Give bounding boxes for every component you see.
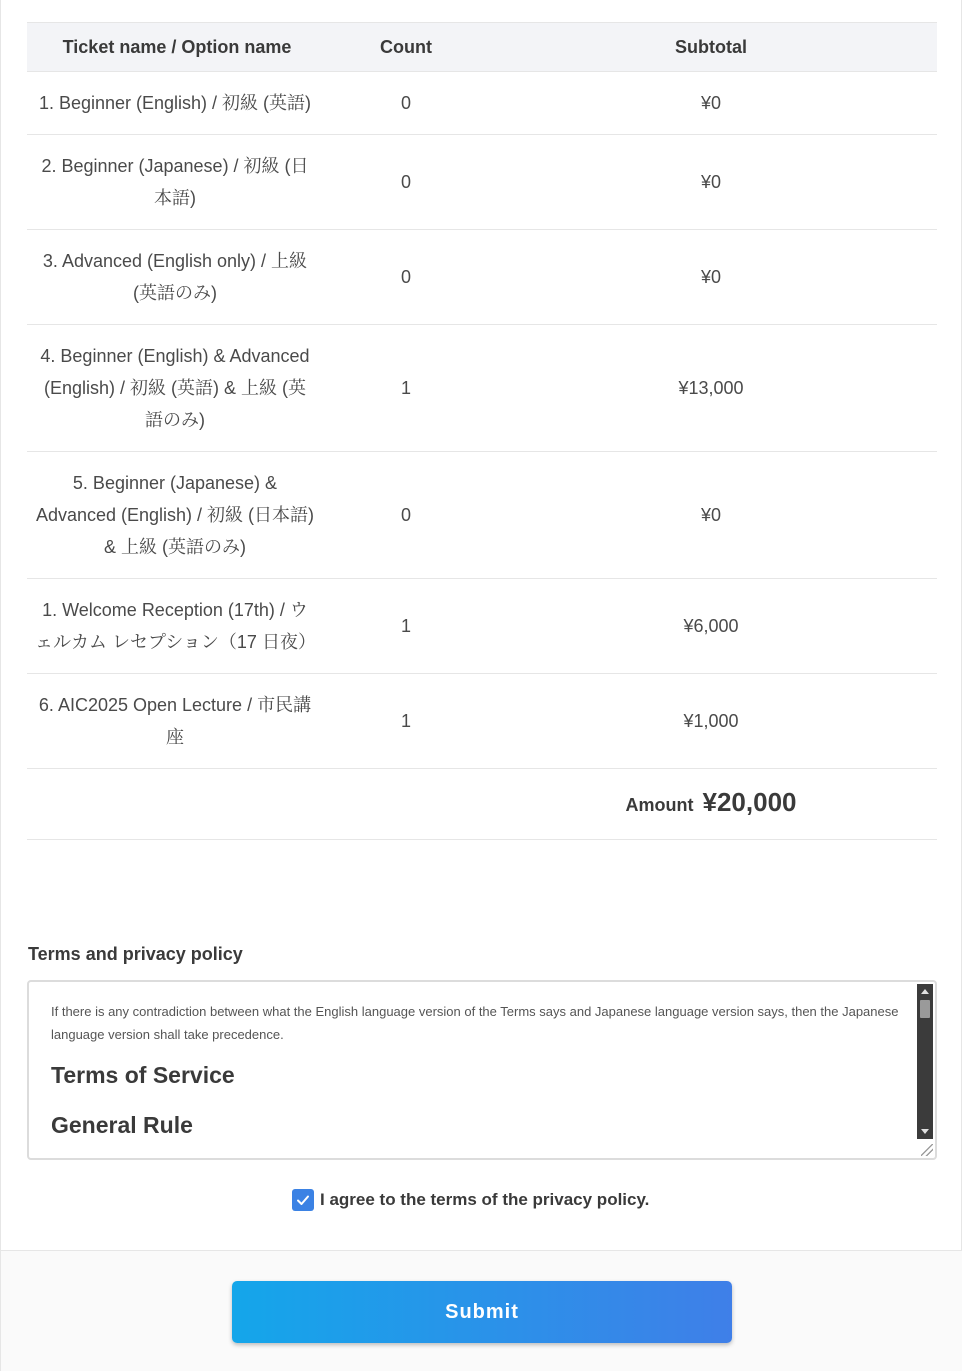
terms-content [51,1000,911,1142]
agree-label[interactable]: I agree to the terms of the privacy policy. [320,1190,650,1209]
terms-subsection-title: General Rule [51,1112,193,1138]
ticket-subtotal: ¥0 [485,452,937,579]
ticket-subtotal: ¥0 [485,135,937,230]
amount-spacer [27,769,327,840]
table-row [27,579,937,674]
submit-button[interactable]: Submit [232,1281,732,1343]
table-row [27,452,937,579]
amount-row [27,769,937,840]
terms-intro-text: If there is any contradiction between what the English language version of the Terms says and Japanese language version says, then the Japanese language version shall take precedence. [51,1004,899,1042]
ticket-name: 1. Welcome Reception (17th) / ウェルカム レセプション（17 日夜） [27,579,327,674]
ticket-count: 0 [327,135,485,230]
ticket-name: 4. Beginner (English) & Advanced (English) / 初級 (英語) & 上級 (英語のみ) [27,325,327,452]
ticket-count: 1 [327,674,485,769]
column-header-subtotal: Subtotal [485,23,937,72]
column-header-ticket-name: Ticket name / Option name [27,23,327,72]
table-row [27,674,937,769]
privacy-agreement[interactable] [292,1188,649,1212]
amount-spacer [327,769,485,840]
scroll-down-arrow-icon[interactable] [921,1129,929,1134]
ticket-name: 6. AIC2025 Open Lecture / 市民講座 [27,674,327,769]
table-row [27,135,937,230]
scroll-up-arrow-icon[interactable] [921,989,929,994]
terms-scrollbar[interactable] [917,984,933,1139]
ticket-name: 5. Beginner (Japanese) & Advanced (English) / 初級 (日本語) & 上級 (英語のみ) [27,452,327,579]
table-header-row [27,23,937,72]
ticket-count: 0 [327,72,485,135]
agree-checkbox[interactable] [292,1189,314,1211]
ticket-name: 3. Advanced (English only) / 上級 (英語のみ) [27,230,327,325]
terms-section-title: Terms of Service [51,1062,235,1088]
terms-scroll-box[interactable] [27,980,937,1160]
ticket-name: 1. Beginner (English) / 初級 (英語) [27,72,327,135]
ticket-subtotal: ¥6,000 [485,579,937,674]
ticket-subtotal: ¥0 [485,72,937,135]
amount-cell [485,769,937,840]
ticket-count: 1 [327,579,485,674]
ticket-summary-table [27,22,937,840]
scroll-thumb[interactable] [920,1000,930,1018]
ticket-count: 0 [327,452,485,579]
ticket-count: 1 [327,325,485,452]
table-row [27,72,937,135]
terms-heading: Terms and privacy policy [28,944,243,964]
ticket-subtotal: ¥1,000 [485,674,937,769]
resize-grip-icon[interactable] [921,1144,933,1156]
checkmark-icon [295,1192,311,1208]
table-row [27,230,937,325]
column-header-count: Count [327,23,485,72]
amount-total: ¥20,000 [702,786,797,817]
ticket-subtotal: ¥13,000 [485,325,937,452]
amount-label: Amount [625,794,694,815]
ticket-subtotal: ¥0 [485,230,937,325]
ticket-count: 0 [327,230,485,325]
ticket-name: 2. Beginner (Japanese) / 初級 (日本語) [27,135,327,230]
table-row [27,325,937,452]
